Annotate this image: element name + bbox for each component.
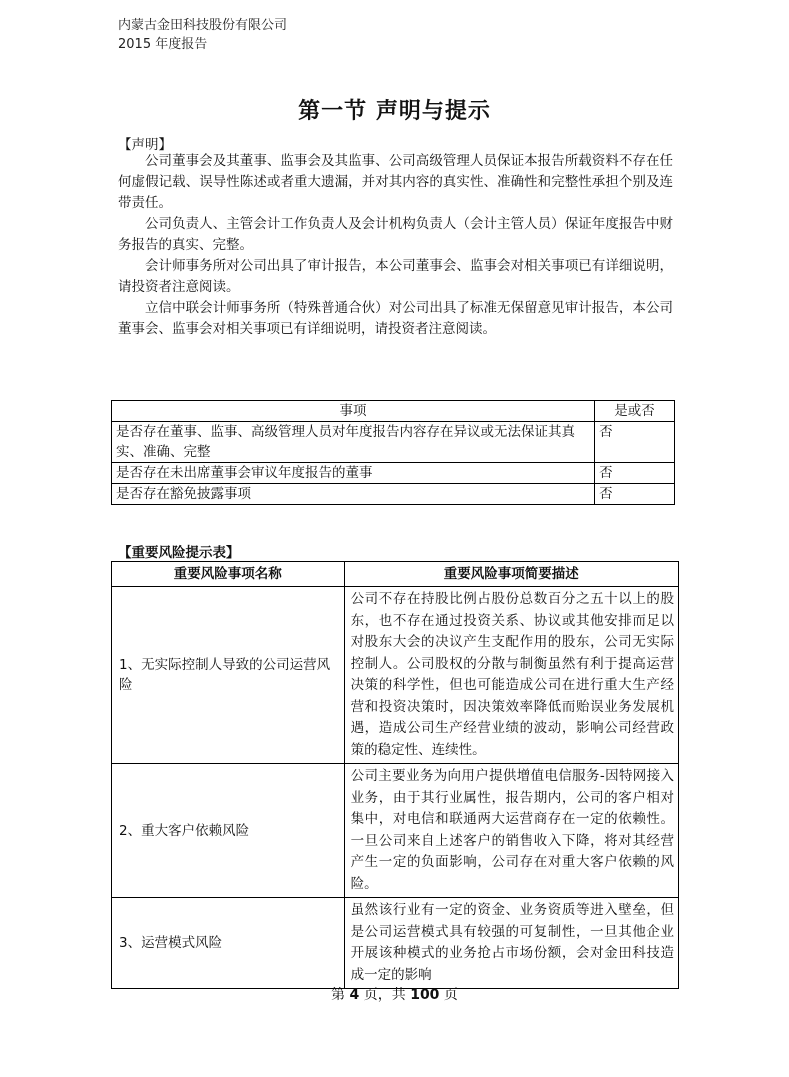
footer-suffix: 页 [443, 987, 458, 1003]
risk-description-cell: 公司不存在持股比例占股份总数百分之五十以上的股东，也不存在通过投资关系、协议或其他安排而足以对股东大会的决议产生支配作用的股东，公司无实际控制人。公司股权的分散与制衡虽然有利于提高运营决策的科学性，但也可能造成公司在进行重大生产经营和投资决策时，因决策效率降低而贻误业务发展机遇，造成公司生产经营业绩的波动，影响公司经营政策的稳定性、连续性。 [344, 587, 678, 764]
matter-cell: 是否存在未出席董事会审议年度报告的董事 [112, 463, 595, 484]
declaration-label: 【声明】 [118, 137, 172, 153]
declaration-paragraph: 公司负责人、主管会计工作负责人及会计机构负责人（会计主管人员）保证年度报告中财务报告的真实、完整。 [118, 216, 673, 253]
column-header: 是或否 [595, 401, 675, 422]
matters-table [111, 400, 675, 505]
risk-name-cell: 2、重大客户依赖风险 [112, 764, 345, 898]
table-row [112, 898, 679, 989]
matter-cell: 是否存在董事、监事、高级管理人员对年度报告内容存在异议或无法保证其真实、准确、完整 [112, 422, 595, 463]
answer-cell: 否 [595, 484, 675, 505]
risk-table-label: 【重要风险提示表】 [118, 545, 240, 561]
risk-description-cell: 虽然该行业有一定的资金、业务资质等进入壁垒，但是公司运营模式具有较强的可复制性，一旦其他企业开展该种模式的业务抢占市场份额，会对金田科技造成一定的影响 [344, 898, 678, 989]
answer-cell: 否 [595, 422, 675, 463]
declaration-paragraph: 会计师事务所对公司出具了审计报告，本公司董事会、监事会对相关事项已有详细说明，请投资者注意阅读。 [118, 258, 673, 295]
declaration-paragraph: 立信中联会计师事务所（特殊普通合伙）对公司出具了标准无保留意见审计报告，本公司董事会、监事会对相关事项已有详细说明，请投资者注意阅读。 [118, 300, 673, 337]
header-report: 2015 年度报告 [118, 37, 208, 52]
matter-cell: 是否存在豁免披露事项 [112, 484, 595, 505]
risk-name-cell: 1、无实际控制人导致的公司运营风险 [112, 587, 345, 764]
section-title: 第一节 声明与提示 [298, 99, 491, 124]
page-footer [0, 984, 789, 1004]
risk-table [111, 561, 679, 989]
table-header-row [112, 401, 675, 422]
table-row [112, 764, 679, 898]
header-company: 内蒙古金田科技股份有限公司 [118, 18, 288, 33]
risk-description-cell: 公司主要业务为向用户提供增值电信服务-因特网接入业务，由于其行业属性，报告期内，公司的客户相对集中，对电信和联通两大运营商存在一定的依赖性。一旦公司来自上述客户的销售收入下降，将对其经营产生一定的负面影响，公司存在对重大客户依赖的风险。 [344, 764, 678, 898]
table-row [112, 587, 679, 764]
footer-prefix: 第 [331, 987, 346, 1003]
page-header [118, 16, 287, 54]
table-row [112, 484, 675, 505]
table-header-row [112, 562, 679, 587]
risk-name-cell: 3、运营模式风险 [112, 898, 345, 989]
column-header: 重要风险事项名称 [112, 562, 345, 587]
table-row [112, 422, 675, 463]
footer-page-number: 4 [349, 987, 360, 1003]
footer-total-pages: 100 [410, 987, 440, 1003]
column-header: 事项 [112, 401, 595, 422]
footer-middle: 页，共 [363, 987, 406, 1003]
table-row [112, 463, 675, 484]
column-header: 重要风险事项简要描述 [344, 562, 678, 587]
declaration-paragraph: 公司董事会及其董事、监事会及其监事、公司高级管理人员保证本报告所载资料不存在任何虚假记载、误导性陈述或者重大遗漏，并对其内容的真实性、准确性和完整性承担个别及连带责任。 [118, 153, 673, 211]
answer-cell: 否 [595, 463, 675, 484]
